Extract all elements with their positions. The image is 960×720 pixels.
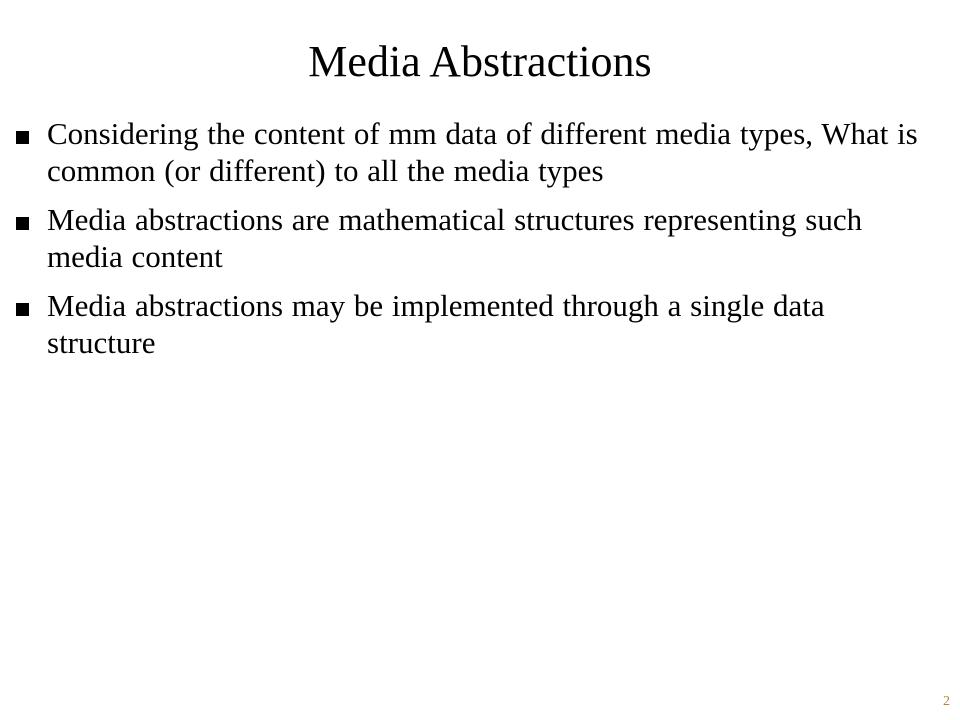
bullet-item <box>0 287 927 361</box>
bullet-text: Considering the content of mm data of different media types, What is common (or different) to all the media types <box>47 116 918 188</box>
page-number: 2 <box>943 694 950 709</box>
slide-title: Media Abstractions <box>308 37 652 86</box>
square-bullet-icon <box>16 217 29 230</box>
bullet-text: Media abstractions are mathematical structures representing such media content <box>47 202 863 274</box>
square-bullet-icon <box>16 131 29 144</box>
bullet-item <box>0 115 927 189</box>
bullet-list <box>0 115 960 373</box>
bullet-text: Media abstractions may be implemented through a single data structure <box>47 288 825 360</box>
square-bullet-icon <box>16 303 29 316</box>
bullet-item <box>0 201 927 275</box>
